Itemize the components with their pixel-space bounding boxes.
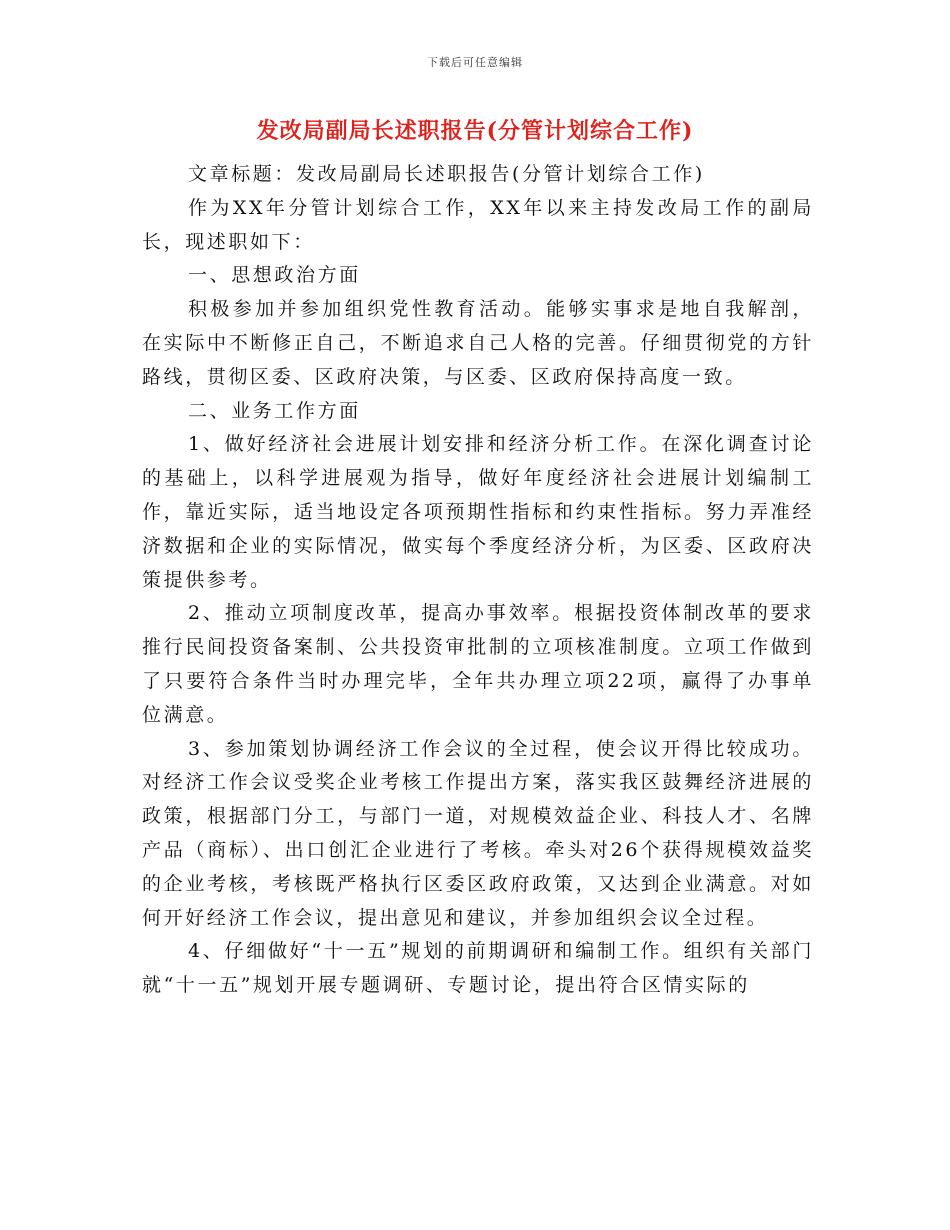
business-item-3: 3、参加策划协调经济工作会议的全过程，使会议开得比较成功。对经济工作会议受奖企业考核工作提出方案，落实我区鼓舞经济进展的政策，根据部门分工，与部门一道，对规模效益企业、科技人才、名牌产品（商标）、出口创汇企业进行了考核。牵头对26个获得规模效益奖的企业考核，考核既严格执行区委区政府政策，又达到企业满意。对如何开好经济工作会议，提出意见和建议，并参加组织会议全过程。 (142, 737, 814, 929)
business-item-1: 1、做好经济社会进展计划安排和经济分析工作。在深化调查讨论的基础上，以科学进展观为指导，做好年度经济社会进展计划编制工作，靠近实际，适当地设定各项预期性指标和约束性指标。努力弄准经济数据和企业的实际情况，做实每个季度经济分析，为区委、区政府决策提供参考。 (142, 433, 814, 591)
political-paragraph: 积极参加并参加组织党性教育活动。能够实事求是地自我解剖，在实际中不断修正自己，不断追求自己人格的完善。仔细贯彻党的方针路线，贯彻区委、区政府决策，与区委、区政府保持高度一致。 (142, 298, 814, 388)
business-item-4: 4、仔细做好“十一五”规划的前期调研和编制工作。组织有关部门就“十一五”规划开展专题调研、专题讨论，提出符合区情实际的 (142, 940, 814, 997)
intro-paragraph: 作为XX年分管计划综合工作，XX年以来主持发改局工作的副局长，现述职如下： (142, 196, 814, 253)
business-item-2: 2、推动立项制度改革，提高办事效率。根据投资体制改革的要求推行民间投资备案制、公共投资审批制的立项核准制度。立项工作做到了只要符合条件当时办理完毕，全年共办理立项22项，赢得了办事单位满意。 (142, 602, 814, 726)
document-title: 发改局副局长述职报告(分管计划综合工作) (256, 118, 694, 144)
article-title-line: 文章标题：发改局副局长述职报告(分管计划综合工作) (188, 163, 705, 185)
document-body (142, 158, 814, 1003)
header-note: 下载后可任意编辑 (427, 56, 523, 69)
section-heading-business: 二、业务工作方面 (188, 399, 361, 422)
section-heading-political: 一、思想政治方面 (188, 264, 361, 287)
